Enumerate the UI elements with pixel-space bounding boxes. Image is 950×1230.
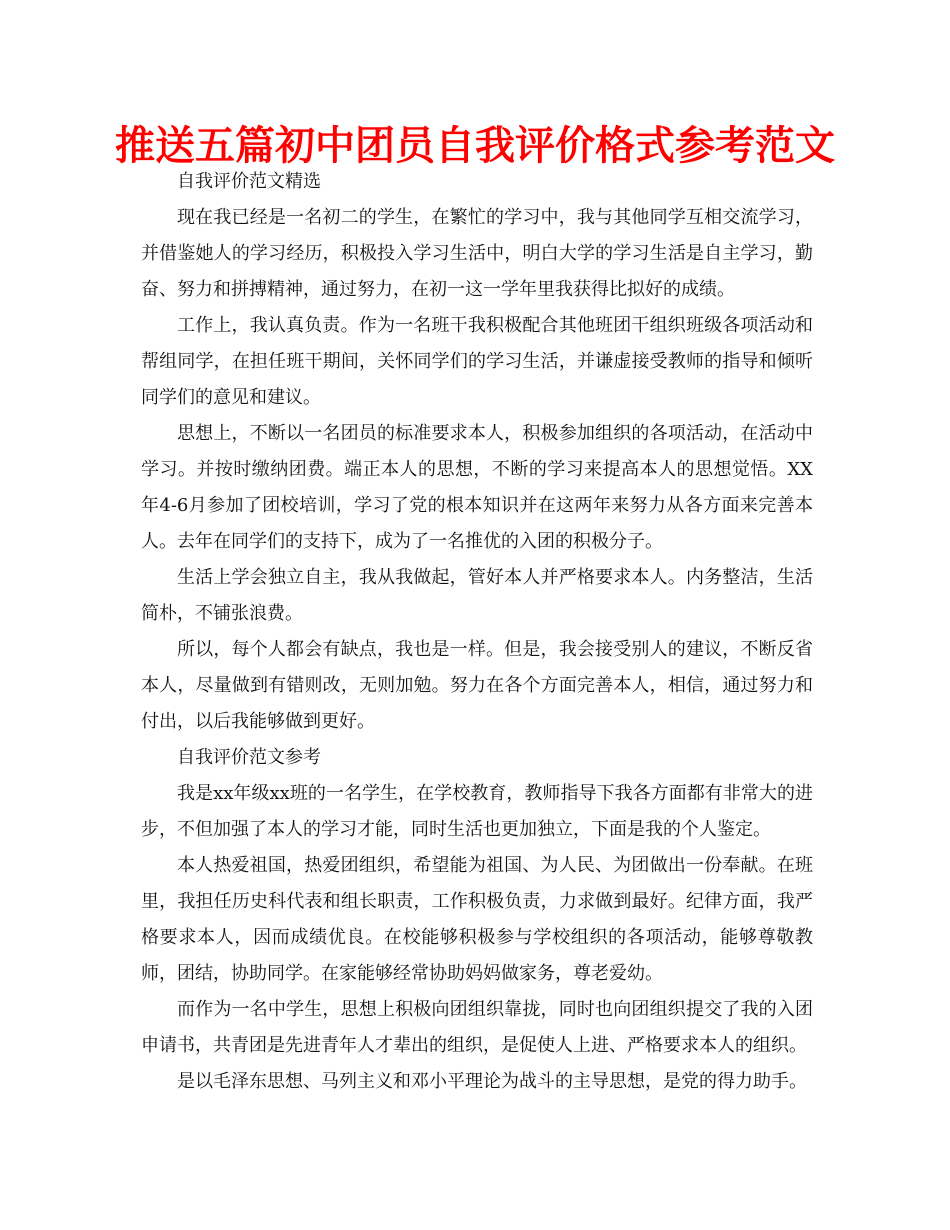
- document-title: 推送五篇初中团员自我评价格式参考范文: [115, 123, 835, 169]
- paragraph: 本人热爱祖国，热爱团组织，希望能为祖国、为人民、为团做出一份奉献。在班里，我担任历史科代表和组长职责，工作积极负责，力求做到最好。纪律方面，我严格要求本人，因而成绩优良。在校能够积极参与学校组织的各项活动，能够尊敬教师，团结，协助同学。在家能够经常协助妈妈做家务，尊老爱幼。: [141, 855, 813, 984]
- section-heading: 自我评价范文精选: [177, 171, 321, 192]
- paragraph: 现在我已经是一名初二的学生，在繁忙的学习中，我与其他同学互相交流学习，并借鉴她人的学习经历，积极投入学习生活中，明白大学的学习生活是自主学习，勤奋、努力和拼搏精神，通过努力，在初一这一学年里我获得比拟好的成绩。: [141, 207, 813, 300]
- paragraph: 思想上，不断以一名团员的标准要求本人，积极参加组织的各项活动，在活动中学习。并按时缴纳团费。端正本人的思想，不断的学习来提高本人的思想觉悟。XX年4-6月参加了团校培训，学习了党的根本知识并在这两年来努力从各方面来完善本人。去年在同学们的支持下，成为了一名推优的入团的积极分子。: [141, 423, 813, 552]
- paragraph: 而作为一名中学生，思想上积极向团组织靠拢，同时也向团组织提交了我的入团申请书，共青团是先进青年人才辈出的组织，是促使人上进、严格要求本人的组织。: [141, 999, 813, 1056]
- paragraph: 我是xx年级xx班的一名学生，在学校教育，教师指导下我各方面都有非常大的进步，不但加强了本人的学习才能，同时生活也更加独立，下面是我的个人鉴定。: [141, 783, 813, 840]
- paragraph: 是以毛泽东思想、马列主义和邓小平理论为战斗的主导思想，是党的得力助手。: [177, 1071, 807, 1092]
- paragraph: 工作上，我认真负责。作为一名班干我积极配合其他班团干组织班级各项活动和帮组同学，在担任班干期间，关怀同学们的学习生活，并谦虚接受教师的指导和倾听同学们的意见和建议。: [141, 315, 813, 408]
- section-heading: 自我评价范文参考: [177, 747, 321, 768]
- paragraph: 生活上学会独立自主，我从我做起，管好本人并严格要求本人。内务整洁，生活简朴，不铺张浪费。: [141, 567, 813, 624]
- document-body: [141, 164, 813, 1100]
- paragraph: 所以，每个人都会有缺点，我也是一样。但是，我会接受别人的建议，不断反省本人，尽量做到有错则改，无则加勉。努力在各个方面完善本人，相信，通过努力和付出，以后我能够做到更好。: [141, 639, 813, 732]
